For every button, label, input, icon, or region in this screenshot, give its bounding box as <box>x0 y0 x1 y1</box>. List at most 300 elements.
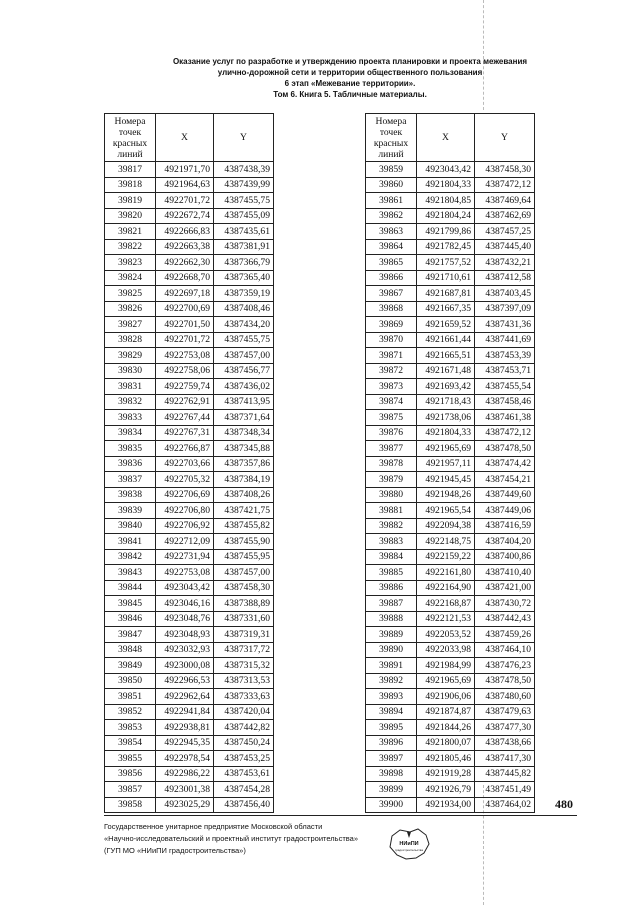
table-row <box>366 317 535 333</box>
point-number-cell: 39830 <box>105 363 156 379</box>
y-coordinate-cell: 4387453,61 <box>214 766 274 782</box>
x-coordinate-cell: 4921671,48 <box>417 363 475 379</box>
table-row <box>366 379 535 395</box>
x-coordinate-cell: 4921804,24 <box>417 208 475 224</box>
point-number-cell: 39871 <box>366 348 417 364</box>
y-coordinate-cell: 4387462,69 <box>475 208 535 224</box>
y-coordinate-cell: 4387449,60 <box>475 487 535 503</box>
y-coordinate-cell: 4387442,82 <box>214 720 274 736</box>
point-number-cell: 39840 <box>105 518 156 534</box>
x-coordinate-cell: 4923048,93 <box>156 627 214 643</box>
y-coordinate-cell: 4387365,40 <box>214 270 274 286</box>
table-row <box>366 766 535 782</box>
y-coordinate-cell: 4387413,95 <box>214 394 274 410</box>
x-coordinate-cell: 4922701,72 <box>156 193 214 209</box>
x-coordinate-cell: 4922168,87 <box>417 596 475 612</box>
y-coordinate-cell: 4387439,99 <box>214 177 274 193</box>
y-coordinate-cell: 4387449,06 <box>475 503 535 519</box>
table-row <box>105 394 274 410</box>
x-coordinate-cell: 4922767,31 <box>156 425 214 441</box>
table-row <box>105 332 274 348</box>
x-coordinate-cell: 4922712,09 <box>156 534 214 550</box>
table-row <box>366 255 535 271</box>
y-coordinate-cell: 4387455,82 <box>214 518 274 534</box>
point-number-cell: 39866 <box>366 270 417 286</box>
x-coordinate-cell: 4921926,79 <box>417 782 475 798</box>
y-coordinate-cell: 4387457,25 <box>475 224 535 240</box>
y-coordinate-cell: 4387458,30 <box>475 162 535 178</box>
point-number-cell: 39886 <box>366 580 417 596</box>
y-coordinate-cell: 4387421,00 <box>475 580 535 596</box>
y-coordinate-cell: 4387454,28 <box>214 782 274 798</box>
header-line-1: Оказание услуг по разработке и утверждению проекта планировки и проекта межевания <box>172 57 528 66</box>
point-number-cell: 39818 <box>105 177 156 193</box>
x-coordinate-cell: 4922121,53 <box>417 611 475 627</box>
table-row <box>105 735 274 751</box>
table-row <box>105 410 274 426</box>
x-coordinate-cell: 4923032,93 <box>156 642 214 658</box>
y-coordinate-cell: 4387313,53 <box>214 673 274 689</box>
point-number-cell: 39837 <box>105 472 156 488</box>
point-number-cell: 39824 <box>105 270 156 286</box>
point-number-cell: 39856 <box>105 766 156 782</box>
x-coordinate-cell: 4922767,44 <box>156 410 214 426</box>
footer-organization <box>104 821 424 857</box>
x-coordinate-cell: 4922966,53 <box>156 673 214 689</box>
point-number-cell: 39872 <box>366 363 417 379</box>
footer-line-1: Государственное унитарное предприятие Московской области <box>104 822 323 831</box>
column-header-number <box>366 114 417 162</box>
point-number-cell: 39870 <box>366 332 417 348</box>
table-row <box>105 518 274 534</box>
point-number-cell: 39825 <box>105 286 156 302</box>
x-coordinate-cell: 4921919,28 <box>417 766 475 782</box>
column-header-x: X <box>156 114 214 162</box>
table-row <box>366 363 535 379</box>
y-coordinate-cell: 4387480,60 <box>475 689 535 705</box>
point-number-cell: 39846 <box>105 611 156 627</box>
y-coordinate-cell: 4387454,21 <box>475 472 535 488</box>
x-coordinate-cell: 4922706,92 <box>156 518 214 534</box>
y-coordinate-cell: 4387474,42 <box>475 456 535 472</box>
x-coordinate-cell: 4922753,08 <box>156 565 214 581</box>
point-number-cell: 39880 <box>366 487 417 503</box>
x-coordinate-cell: 4923001,38 <box>156 782 214 798</box>
table-row <box>366 301 535 317</box>
x-coordinate-cell: 4922033,98 <box>417 642 475 658</box>
x-coordinate-cell: 4921965,69 <box>417 441 475 457</box>
x-coordinate-cell: 4922762,91 <box>156 394 214 410</box>
y-coordinate-cell: 4387357,86 <box>214 456 274 472</box>
table-row <box>366 596 535 612</box>
point-number-cell: 39831 <box>105 379 156 395</box>
table-row <box>105 301 274 317</box>
point-number-cell: 39844 <box>105 580 156 596</box>
point-number-cell: 39852 <box>105 704 156 720</box>
table-row <box>105 782 274 798</box>
y-coordinate-cell: 4387442,43 <box>475 611 535 627</box>
table-row <box>105 193 274 209</box>
y-coordinate-cell: 4387408,26 <box>214 487 274 503</box>
y-coordinate-cell: 4387455,90 <box>214 534 274 550</box>
y-coordinate-cell: 4387453,39 <box>475 348 535 364</box>
header-line-3: 6 этап «Межевание территории». <box>284 79 416 88</box>
table-row <box>366 704 535 720</box>
y-coordinate-cell: 4387455,09 <box>214 208 274 224</box>
point-number-cell: 39857 <box>105 782 156 798</box>
x-coordinate-cell: 4922706,69 <box>156 487 214 503</box>
table-row <box>366 177 535 193</box>
point-number-cell: 39834 <box>105 425 156 441</box>
point-number-cell: 39859 <box>366 162 417 178</box>
y-coordinate-cell: 4387455,75 <box>214 193 274 209</box>
table-row <box>105 627 274 643</box>
table-row <box>366 270 535 286</box>
x-coordinate-cell: 4922700,69 <box>156 301 214 317</box>
y-coordinate-cell: 4387359,19 <box>214 286 274 302</box>
y-coordinate-cell: 4387456,77 <box>214 363 274 379</box>
table-body-left <box>105 162 274 813</box>
y-coordinate-cell: 4387478,50 <box>475 673 535 689</box>
x-coordinate-cell: 4921874,87 <box>417 704 475 720</box>
table-row <box>366 782 535 798</box>
table-row <box>366 224 535 240</box>
x-coordinate-cell: 4922945,35 <box>156 735 214 751</box>
y-coordinate-cell: 4387432,21 <box>475 255 535 271</box>
column-header-y: Y <box>475 114 535 162</box>
y-coordinate-cell: 4387412,58 <box>475 270 535 286</box>
point-number-cell: 39895 <box>366 720 417 736</box>
x-coordinate-cell: 4922986,22 <box>156 766 214 782</box>
table-row <box>366 658 535 674</box>
point-number-cell: 39893 <box>366 689 417 705</box>
x-coordinate-cell: 4923043,42 <box>156 580 214 596</box>
x-coordinate-cell: 4922978,54 <box>156 751 214 767</box>
point-number-cell: 39863 <box>366 224 417 240</box>
y-coordinate-cell: 4387455,54 <box>475 379 535 395</box>
y-coordinate-cell: 4387472,12 <box>475 425 535 441</box>
x-coordinate-cell: 4921948,26 <box>417 487 475 503</box>
table-row <box>105 503 274 519</box>
x-coordinate-cell: 4921971,70 <box>156 162 214 178</box>
table-row <box>105 720 274 736</box>
point-number-cell: 39898 <box>366 766 417 782</box>
point-number-cell: 39860 <box>366 177 417 193</box>
table-row <box>366 487 535 503</box>
y-coordinate-cell: 4387445,82 <box>475 766 535 782</box>
table-row <box>366 208 535 224</box>
table-row <box>366 394 535 410</box>
point-number-cell: 39892 <box>366 673 417 689</box>
table-row <box>366 627 535 643</box>
x-coordinate-cell: 4921984,99 <box>417 658 475 674</box>
point-number-cell: 39821 <box>105 224 156 240</box>
x-coordinate-cell: 4921844,26 <box>417 720 475 736</box>
x-coordinate-cell: 4921906,06 <box>417 689 475 705</box>
y-coordinate-cell: 4387431,36 <box>475 317 535 333</box>
x-coordinate-cell: 4922663,38 <box>156 239 214 255</box>
point-number-cell: 39883 <box>366 534 417 550</box>
point-number-cell: 39861 <box>366 193 417 209</box>
table-row <box>366 239 535 255</box>
point-number-cell: 39869 <box>366 317 417 333</box>
x-coordinate-cell: 4922148,75 <box>417 534 475 550</box>
point-number-cell: 39896 <box>366 735 417 751</box>
x-coordinate-cell: 4921782,45 <box>417 239 475 255</box>
y-coordinate-cell: 4387477,30 <box>475 720 535 736</box>
table-row <box>366 518 535 534</box>
x-coordinate-cell: 4921693,42 <box>417 379 475 395</box>
point-number-cell: 39841 <box>105 534 156 550</box>
x-coordinate-cell: 4922672,74 <box>156 208 214 224</box>
x-coordinate-cell: 4921964,63 <box>156 177 214 193</box>
y-coordinate-cell: 4387404,20 <box>475 534 535 550</box>
x-coordinate-cell: 4922938,81 <box>156 720 214 736</box>
x-coordinate-cell: 4922701,72 <box>156 332 214 348</box>
point-number-cell: 39889 <box>366 627 417 643</box>
point-number-cell: 39900 <box>366 797 417 813</box>
x-coordinate-cell: 4923046,16 <box>156 596 214 612</box>
x-coordinate-cell: 4922705,32 <box>156 472 214 488</box>
table-row <box>366 441 535 457</box>
y-coordinate-cell: 4387453,71 <box>475 363 535 379</box>
footer-line-2: «Научно-исследовательский и проектный институт градостроительства» <box>104 834 358 843</box>
table-row <box>366 673 535 689</box>
table-row <box>105 487 274 503</box>
table-row <box>105 441 274 457</box>
point-number-cell: 39868 <box>366 301 417 317</box>
point-number-cell: 39817 <box>105 162 156 178</box>
institute-logo-icon <box>386 826 432 862</box>
x-coordinate-cell: 4922662,30 <box>156 255 214 271</box>
x-coordinate-cell: 4921718,43 <box>417 394 475 410</box>
point-number-cell: 39828 <box>105 332 156 348</box>
table-row <box>366 611 535 627</box>
y-coordinate-cell: 4387319,31 <box>214 627 274 643</box>
table-row <box>366 162 535 178</box>
y-coordinate-cell: 4387400,86 <box>475 549 535 565</box>
point-number-cell: 39829 <box>105 348 156 364</box>
y-coordinate-cell: 4387455,95 <box>214 549 274 565</box>
table-row <box>105 379 274 395</box>
footer-line-3: (ГУП МО «НИиПИ градостроительства») <box>104 846 246 855</box>
point-number-cell: 39888 <box>366 611 417 627</box>
y-coordinate-cell: 4387345,88 <box>214 441 274 457</box>
x-coordinate-cell: 4921757,52 <box>417 255 475 271</box>
table-row <box>105 797 274 813</box>
column-header-number-text: Номера точек красных линий <box>373 115 409 160</box>
point-number-cell: 39862 <box>366 208 417 224</box>
logo-text-top: НИиПИ <box>399 841 419 847</box>
table-row <box>105 472 274 488</box>
coordinates-table-right <box>365 113 535 813</box>
table-row <box>366 332 535 348</box>
table-body-right <box>366 162 535 813</box>
table-row <box>105 224 274 240</box>
table-row <box>105 596 274 612</box>
y-coordinate-cell: 4387461,38 <box>475 410 535 426</box>
point-number-cell: 39858 <box>105 797 156 813</box>
point-number-cell: 39897 <box>366 751 417 767</box>
point-number-cell: 39865 <box>366 255 417 271</box>
y-coordinate-cell: 4387459,26 <box>475 627 535 643</box>
x-coordinate-cell: 4921945,45 <box>417 472 475 488</box>
x-coordinate-cell: 4923048,76 <box>156 611 214 627</box>
y-coordinate-cell: 4387469,64 <box>475 193 535 209</box>
x-coordinate-cell: 4923025,29 <box>156 797 214 813</box>
column-header-number-text: Номера точек красных линий <box>112 115 148 160</box>
table-row <box>366 565 535 581</box>
x-coordinate-cell: 4921661,44 <box>417 332 475 348</box>
y-coordinate-cell: 4387333,63 <box>214 689 274 705</box>
table-row <box>105 348 274 364</box>
table-row <box>366 410 535 426</box>
table-row <box>366 642 535 658</box>
point-number-cell: 39839 <box>105 503 156 519</box>
y-coordinate-cell: 4387476,23 <box>475 658 535 674</box>
x-coordinate-cell: 4922697,18 <box>156 286 214 302</box>
y-coordinate-cell: 4387331,60 <box>214 611 274 627</box>
table-header-row <box>366 114 535 162</box>
y-coordinate-cell: 4387421,75 <box>214 503 274 519</box>
table-row <box>105 208 274 224</box>
table-row <box>105 580 274 596</box>
point-number-cell: 39875 <box>366 410 417 426</box>
x-coordinate-cell: 4922962,64 <box>156 689 214 705</box>
table-row <box>105 642 274 658</box>
y-coordinate-cell: 4387435,61 <box>214 224 274 240</box>
point-number-cell: 39845 <box>105 596 156 612</box>
point-number-cell: 39882 <box>366 518 417 534</box>
point-number-cell: 39820 <box>105 208 156 224</box>
table-row <box>366 549 535 565</box>
y-coordinate-cell: 4387464,10 <box>475 642 535 658</box>
point-number-cell: 39899 <box>366 782 417 798</box>
table-row <box>105 286 274 302</box>
table-row <box>366 580 535 596</box>
x-coordinate-cell: 4922703,66 <box>156 456 214 472</box>
x-coordinate-cell: 4922701,50 <box>156 317 214 333</box>
y-coordinate-cell: 4387348,34 <box>214 425 274 441</box>
point-number-cell: 39850 <box>105 673 156 689</box>
table-row <box>105 673 274 689</box>
point-number-cell: 39827 <box>105 317 156 333</box>
point-number-cell: 39894 <box>366 704 417 720</box>
x-coordinate-cell: 4921934,00 <box>417 797 475 813</box>
point-number-cell: 39847 <box>105 627 156 643</box>
table-row <box>105 565 274 581</box>
table-header-row <box>105 114 274 162</box>
y-coordinate-cell: 4387445,40 <box>475 239 535 255</box>
y-coordinate-cell: 4387457,00 <box>214 348 274 364</box>
point-number-cell: 39864 <box>366 239 417 255</box>
y-coordinate-cell: 4387455,75 <box>214 332 274 348</box>
point-number-cell: 39826 <box>105 301 156 317</box>
x-coordinate-cell: 4922094,38 <box>417 518 475 534</box>
y-coordinate-cell: 4387315,32 <box>214 658 274 674</box>
x-coordinate-cell: 4922666,83 <box>156 224 214 240</box>
y-coordinate-cell: 4387416,59 <box>475 518 535 534</box>
y-coordinate-cell: 4387457,00 <box>214 565 274 581</box>
table-row <box>105 456 274 472</box>
point-number-cell: 39843 <box>105 565 156 581</box>
y-coordinate-cell: 4387388,89 <box>214 596 274 612</box>
point-number-cell: 39873 <box>366 379 417 395</box>
table-row <box>366 797 535 813</box>
x-coordinate-cell: 4921800,07 <box>417 735 475 751</box>
point-number-cell: 39836 <box>105 456 156 472</box>
table-row <box>105 611 274 627</box>
x-coordinate-cell: 4921804,33 <box>417 177 475 193</box>
point-number-cell: 39849 <box>105 658 156 674</box>
point-number-cell: 39878 <box>366 456 417 472</box>
x-coordinate-cell: 4922164,90 <box>417 580 475 596</box>
table-row <box>366 534 535 550</box>
x-coordinate-cell: 4922159,22 <box>417 549 475 565</box>
table-row <box>366 348 535 364</box>
point-number-cell: 39890 <box>366 642 417 658</box>
y-coordinate-cell: 4387456,40 <box>214 797 274 813</box>
table-row <box>366 456 535 472</box>
x-coordinate-cell: 4922941,84 <box>156 704 214 720</box>
y-coordinate-cell: 4387441,69 <box>475 332 535 348</box>
table-row <box>366 735 535 751</box>
point-number-cell: 39879 <box>366 472 417 488</box>
x-coordinate-cell: 4921710,61 <box>417 270 475 286</box>
y-coordinate-cell: 4387464,02 <box>475 797 535 813</box>
y-coordinate-cell: 4387403,45 <box>475 286 535 302</box>
point-number-cell: 39842 <box>105 549 156 565</box>
logo-text-bottom: градостроительства <box>394 848 424 852</box>
y-coordinate-cell: 4387438,39 <box>214 162 274 178</box>
y-coordinate-cell: 4387408,46 <box>214 301 274 317</box>
point-number-cell: 39853 <box>105 720 156 736</box>
y-coordinate-cell: 4387371,64 <box>214 410 274 426</box>
point-number-cell: 39819 <box>105 193 156 209</box>
table-row <box>105 270 274 286</box>
point-number-cell: 39891 <box>366 658 417 674</box>
x-coordinate-cell: 4921965,54 <box>417 503 475 519</box>
x-coordinate-cell: 4921799,86 <box>417 224 475 240</box>
y-coordinate-cell: 4387479,63 <box>475 704 535 720</box>
y-coordinate-cell: 4387451,49 <box>475 782 535 798</box>
table-row <box>105 425 274 441</box>
x-coordinate-cell: 4921687,81 <box>417 286 475 302</box>
point-number-cell: 39887 <box>366 596 417 612</box>
x-coordinate-cell: 4922053,52 <box>417 627 475 643</box>
x-coordinate-cell: 4921805,46 <box>417 751 475 767</box>
x-coordinate-cell: 4922668,70 <box>156 270 214 286</box>
point-number-cell: 39823 <box>105 255 156 271</box>
y-coordinate-cell: 4387458,30 <box>214 580 274 596</box>
header-line-4: Том 6. Книга 5. Табличные материалы. <box>273 90 427 99</box>
x-coordinate-cell: 4921738,06 <box>417 410 475 426</box>
table-row <box>105 162 274 178</box>
x-coordinate-cell: 4921659,52 <box>417 317 475 333</box>
y-coordinate-cell: 4387450,24 <box>214 735 274 751</box>
point-number-cell: 39835 <box>105 441 156 457</box>
page-number: 480 <box>555 797 573 811</box>
table-row <box>366 425 535 441</box>
point-number-cell: 39877 <box>366 441 417 457</box>
y-coordinate-cell: 4387410,40 <box>475 565 535 581</box>
table-row <box>105 751 274 767</box>
column-header-number <box>105 114 156 162</box>
y-coordinate-cell: 4387436,02 <box>214 379 274 395</box>
x-coordinate-cell: 4922759,74 <box>156 379 214 395</box>
table-row <box>105 658 274 674</box>
x-coordinate-cell: 4921965,69 <box>417 673 475 689</box>
